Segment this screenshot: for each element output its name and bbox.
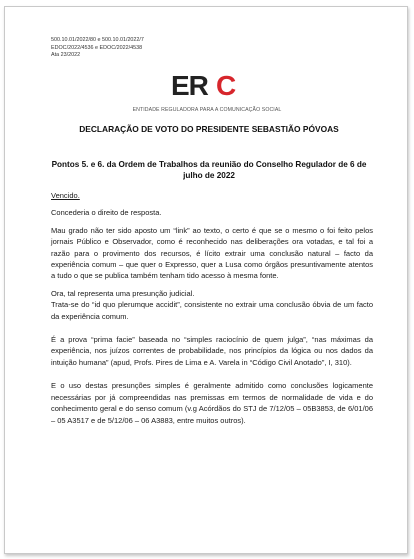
paragraph: Concederia o direito de resposta. <box>51 208 162 218</box>
document-body <box>51 190 373 432</box>
paragraph: Mau grado não ter sido aposto um “link” ao texto, o certo é que se o mesmo o foi feito pelos jornais Público e Observador, como é reconhecido nas deliberações ora votadas, e tal foi a razão para o provimento dos recursos, é lícito extrair uma conclusão natural – facto da experiência comum – que quer o Expresso, quer a Lusa como órgãos presuntivamente atentos a tudo o que se publica também tenham tido acesso à mesma fonte. <box>51 225 373 281</box>
logo-subtitle: ENTIDADE REGULADORA PARA A COMUNICAÇÃO SOCIAL <box>132 107 282 113</box>
reference-line: EDOC/2022/4536 e EDOC/2022/4538 <box>51 44 143 51</box>
reference-line: 500.10.01/2022/80 e 500.10.01/2022/7 <box>51 37 144 43</box>
reference-line: Ata 23/2022 <box>51 52 81 59</box>
vencido-label: Vencido. <box>51 191 80 200</box>
paragraph: É a prova “prima facie” baseada no “simples raciocínio de quem julga”, “nas máximas da experiência, nos juízos correntes de probabilidade, nos princípios da lógica ou nos dados da intuição humana” (apud, Profs. Pires de Lima e A. Varela in “Código Civil Anotado”, I, 310). <box>51 335 373 367</box>
paragraph: Trata-se do “id quo plerumque accidit”, consistente no extrair uma conclusão óbvia de um facto da experiência comum. <box>51 300 373 321</box>
erc-logo-mark <box>171 71 243 101</box>
document-title: DECLARAÇÃO DE VOTO DO PRESIDENTE SEBASTIÃO PÓVOAS <box>79 124 339 134</box>
logo-accent-letter: C <box>216 70 237 101</box>
paragraph: E o uso destas presunções simples é geralmente admitido como conclusões logicamente necessárias por já compreendidas nas premissas em termos de normalidade de vida e do conhecimento geral e do senso comum (v.g Acórdãos do STJ de 7/12/05 – 05B3853, de 6/01/06 – 05 A3517 e de 5/12/06 – 06 A3883, entre muitos outros). <box>51 381 373 425</box>
document-subtitle: Pontos 5. e 6. da Ordem de Trabalhos da reunião do Conselho Regulador de 6 de julho de 2022 <box>51 160 367 180</box>
paragraph: Ora, tal representa uma presunção judicial. <box>51 288 195 298</box>
erc-logo <box>5 71 408 113</box>
document-page <box>4 6 408 554</box>
logo-letters: ER <box>171 70 208 101</box>
reference-numbers <box>51 37 144 60</box>
